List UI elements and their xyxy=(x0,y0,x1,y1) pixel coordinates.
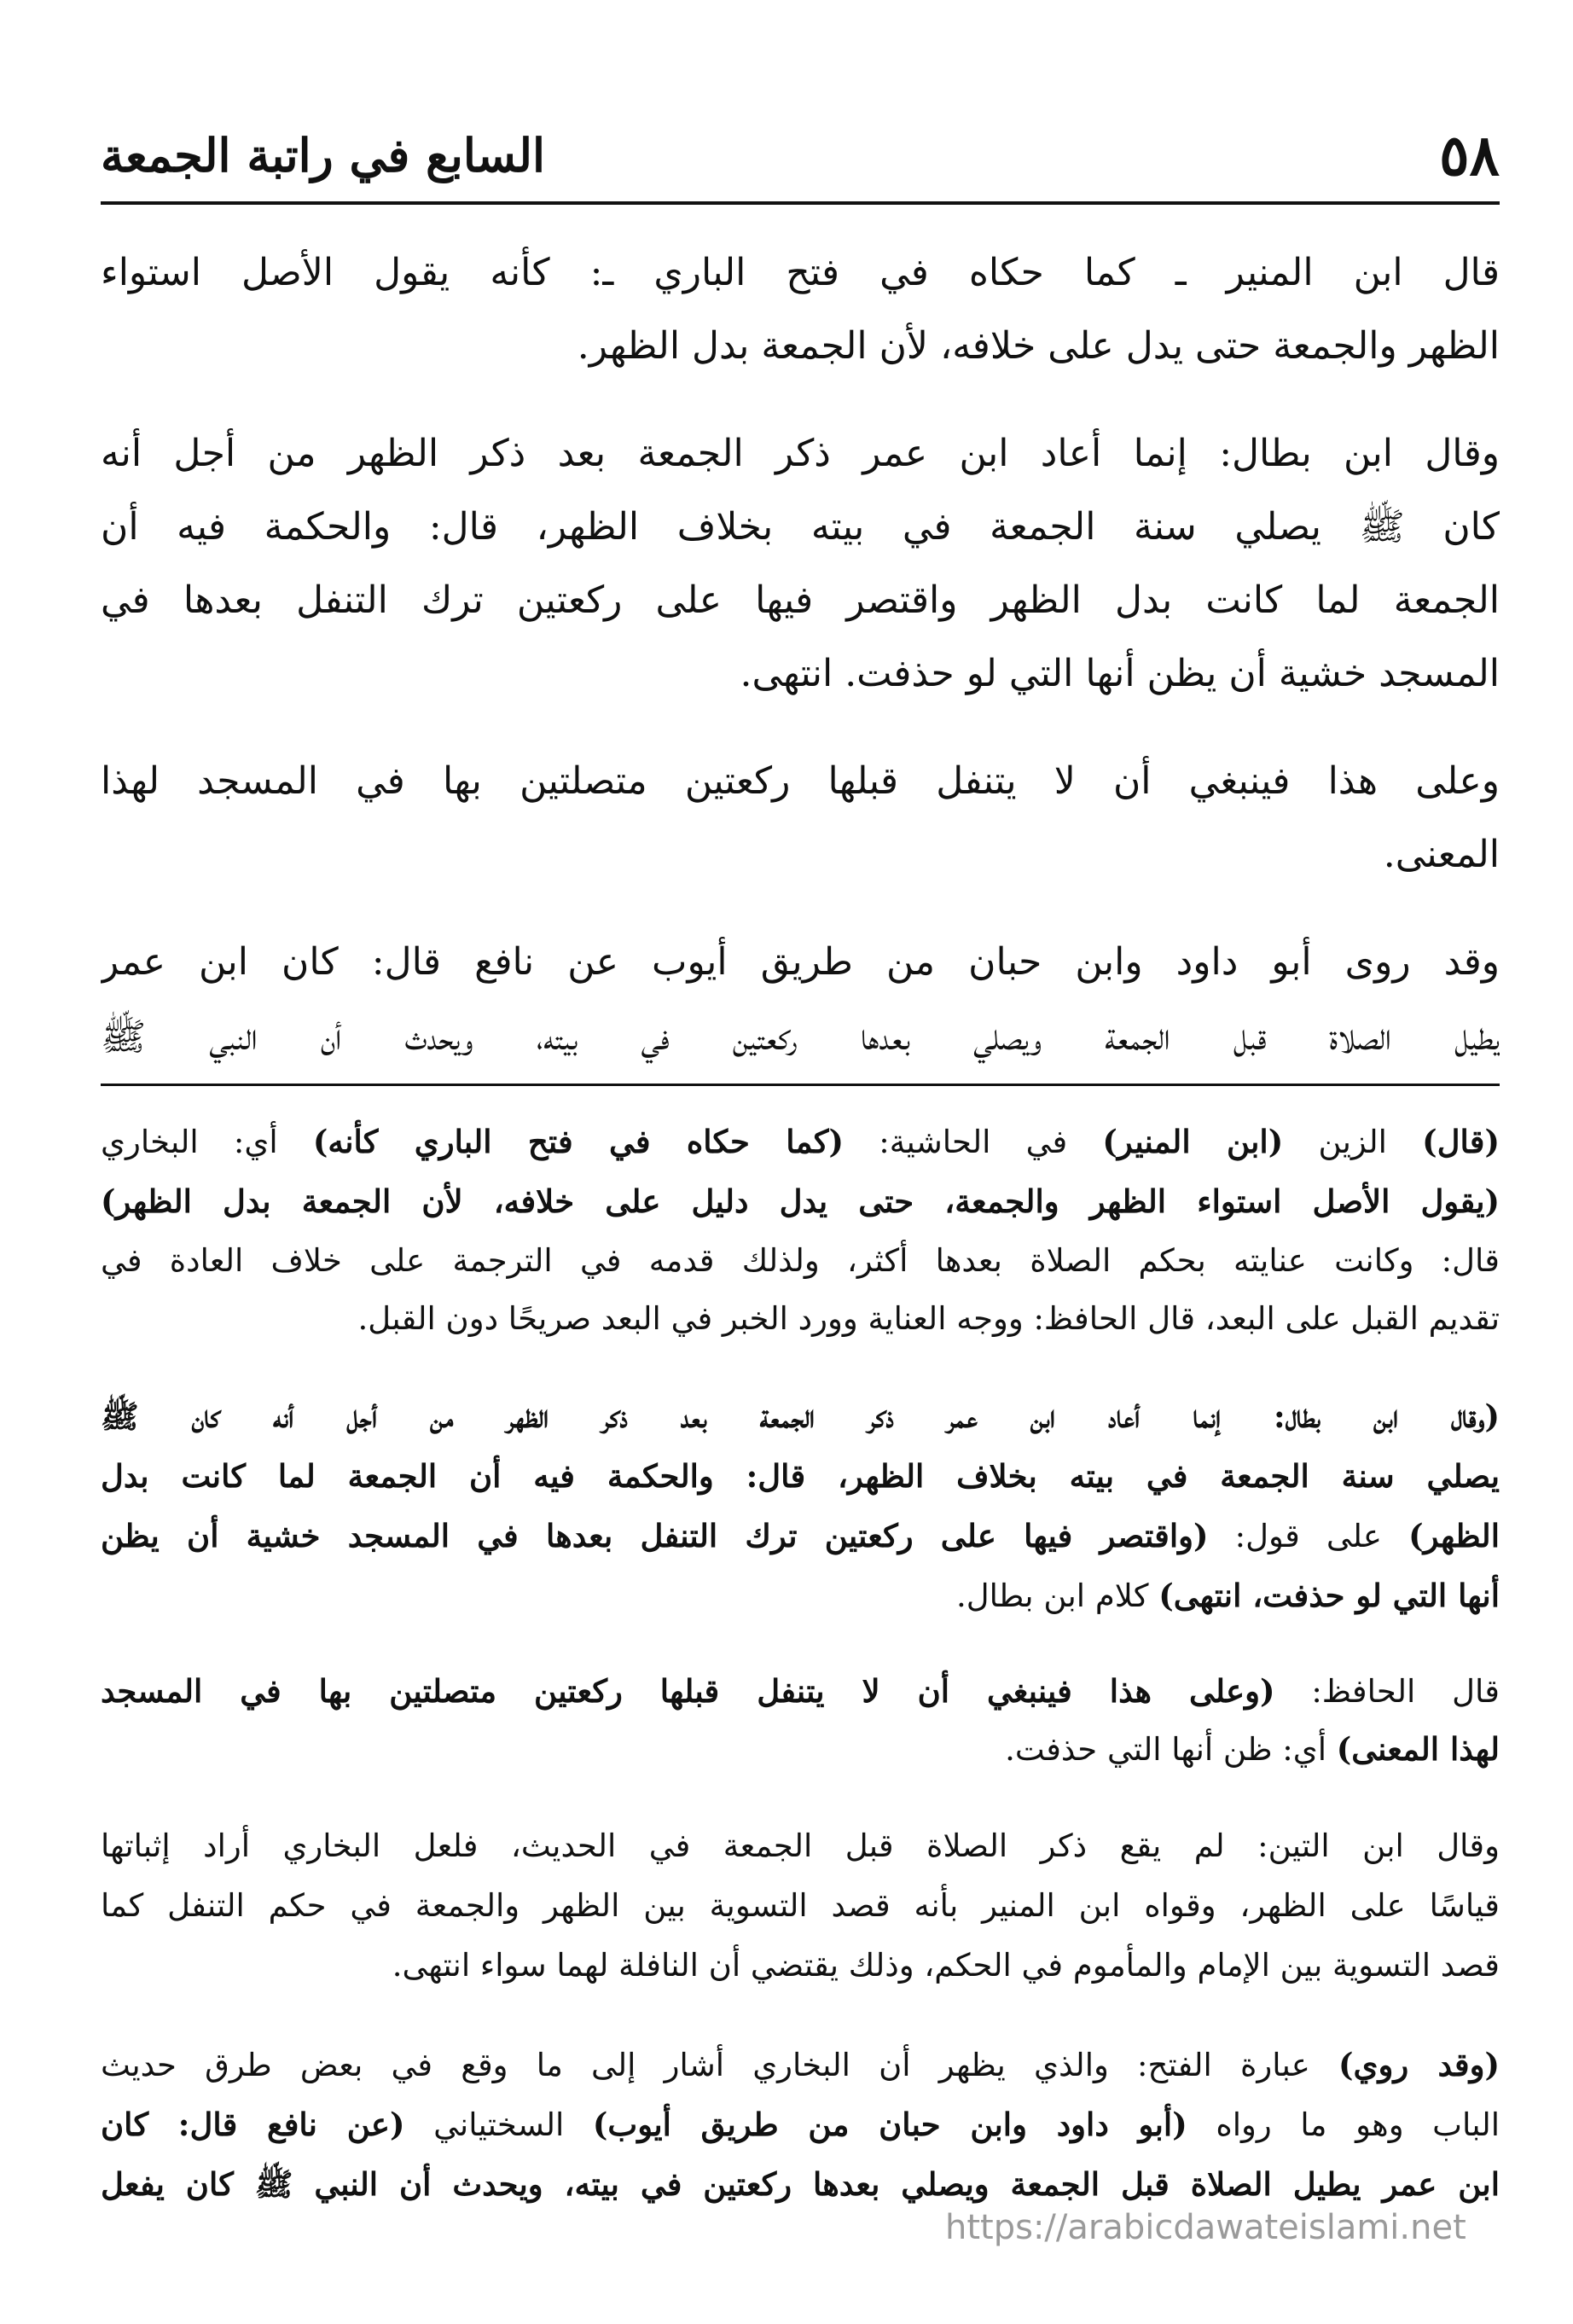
commentary-line xyxy=(101,1568,1500,1624)
main-line xyxy=(101,932,1500,996)
text-run: قياسًا على الظهر، وقواه ابن المنير بأنه قصد التسوية بين الظهر والجمعة في حكم التنفل كما xyxy=(101,1887,1500,1924)
text-run: أي: ظن أنها التي حذفت. xyxy=(1005,1731,1337,1768)
quoted-text: ابن عمر يطيل الصلاة قبل الجمعة ويصلي بعدها ركعتين في بيته، ويحدث أن النبي ﷺ كان يفعل xyxy=(101,2165,1500,2203)
main-line xyxy=(101,242,1500,307)
commentary-line xyxy=(101,1508,1500,1565)
quoted-text: (قال) xyxy=(1422,1123,1500,1160)
commentary-line xyxy=(101,2037,1500,2094)
quoted-text: (أبو داود وابن حبان من طريق أيوب) xyxy=(592,2106,1187,2143)
commentary-line xyxy=(101,1819,1500,1875)
commentary-line xyxy=(101,1722,1500,1778)
quoted-text: لهذا المعنى) xyxy=(1336,1730,1500,1768)
quoted-text: (وعلى هذا فينبغي أن لا يتنفل قبلها ركعتين متصلتين بها في المسجد xyxy=(101,1672,1275,1710)
text-run: قال الحافظ: xyxy=(1274,1673,1500,1710)
commentary-line xyxy=(101,1664,1500,1720)
text-run: قال ابن المنير ـ كما حكاه في فتح الباري ـ: كأنه يقول الأصل استواء xyxy=(101,251,1500,294)
quoted-text: أنها التي لو حذفت، انتهى) xyxy=(1158,1577,1500,1614)
header-rule xyxy=(101,201,1500,205)
commentary-line xyxy=(101,1389,1500,1445)
commentary-line xyxy=(101,1938,1500,1995)
text-run: عبارة الفتح: والذي يظهر أن البخاري أشار إلى ما وقع في بعض طرق حديث xyxy=(101,2047,1338,2083)
text-run: أي: البخاري xyxy=(101,1124,313,1160)
main-line xyxy=(101,1007,1500,1072)
quoted-text: (وقال ابن بطال: إنما أعاد ابن عمر ذكر الجمعة بعد ذكر الظهر من أجل أنه كان ﷺ xyxy=(101,1397,1500,1435)
quoted-text: (يقول الأصل استواء الظهر والجمعة، حتى يدل دليل على خلافه، لأن الجمعة بدل الظهر) xyxy=(101,1182,1500,1220)
footnote-separator xyxy=(101,1084,1500,1086)
text-run: الظهر والجمعة حتى يدل على خلافه، لأن الجمعة بدل الظهر. xyxy=(577,324,1500,368)
commentary-line xyxy=(101,2157,1500,2213)
text-run: السختياني xyxy=(404,2106,593,2143)
main-line xyxy=(101,423,1500,488)
text-run: يطيل الصلاة قبل الجمعة ويصلي بعدها ركعتين في بيته، ويحدث أن النبي ﷺ xyxy=(101,1015,1500,1059)
watermark: https://arabicdawateislami.net xyxy=(945,2208,1466,2247)
commentary-line xyxy=(101,1234,1500,1290)
commentary-line xyxy=(101,1292,1500,1348)
main-line xyxy=(101,316,1500,381)
commentary-line xyxy=(101,1879,1500,1935)
text-run: المسجد خشية أن يظن أنها التي لو حذفت. انتهى. xyxy=(740,652,1500,695)
text-run: الزين xyxy=(1283,1124,1423,1160)
text-run: وقد روى أبو داود وابن حبان من طريق أيوب عن نافع قال: كان ابن عمر xyxy=(101,940,1500,984)
main-line xyxy=(101,751,1500,816)
text-run: الجمعة لما كانت بدل الظهر واقتصر فيها على ركعتين ترك التنفل بعدها في xyxy=(101,578,1500,622)
text-run: وعلى هذا فينبغي أن لا يتنفل قبلها ركعتين متصلتين بها في المسجد لهذا xyxy=(101,759,1500,803)
text-run: وقال ابن التين: لم يقع ذكر الصلاة قبل الجمعة في الحديث، فلعل البخاري أراد إثباتها xyxy=(101,1827,1500,1864)
text-run: وقال ابن بطال: إنما أعاد ابن عمر ذكر الجمعة بعد ذكر الظهر من أجل أنه xyxy=(101,432,1500,475)
text-run: المعنى. xyxy=(1383,833,1500,876)
text-run: في الحاشية: xyxy=(844,1124,1103,1160)
text-run: على قول: xyxy=(1208,1518,1409,1554)
main-line xyxy=(101,570,1500,635)
text-run: تقديم القبل على البعد، قال الحافظ: ووجه العناية وورد الخبر في البعد صريحًا دون القبل. xyxy=(357,1300,1500,1337)
quoted-text: الظهر) xyxy=(1408,1517,1500,1554)
quoted-text: يصلي سنة الجمعة في بيته بخلاف الظهر، قال: والحكمة فيه أن الجمعة لما كانت بدل xyxy=(101,1457,1500,1495)
quoted-text: (واقتصر فيها على ركعتين ترك التنفل بعدها في المسجد خشية أن يظن xyxy=(101,1517,1209,1554)
quoted-text: (وقد روي) xyxy=(1338,2046,1500,2083)
commentary-line xyxy=(101,1174,1500,1230)
text-run: كان ﷺ يصلي سنة الجمعة في بيته بخلاف الظهر، قال: والحكمة فيه أن xyxy=(101,505,1500,549)
quoted-text: (عن نافع قال: كان xyxy=(101,2106,405,2143)
text-run: كلام ابن بطال. xyxy=(956,1577,1159,1614)
text-run: قصد التسوية بين الإمام والمأموم في الحكم، وذلك يقتضي أن النافلة لهما سواء انتهى. xyxy=(392,1947,1500,1984)
chapter-title: السابع في راتبة الجمعة xyxy=(101,128,545,183)
quoted-text: (ابن المنير) xyxy=(1102,1123,1284,1160)
main-line xyxy=(101,643,1500,708)
quoted-text: (كما حكاه في فتح الباري كأنه) xyxy=(312,1123,844,1160)
commentary-line xyxy=(101,2097,1500,2153)
page-number: ٥٨ xyxy=(1439,122,1500,189)
running-header xyxy=(101,116,1500,195)
text-run: قال: وكانت عنايته بحكم الصلاة بعدها أكثر، ولذلك قدمه في الترجمة على خلاف العادة في xyxy=(101,1242,1500,1279)
text-run: الباب وهو ما رواه xyxy=(1187,2106,1500,2143)
main-line xyxy=(101,824,1500,889)
commentary-line xyxy=(101,1449,1500,1505)
commentary-line xyxy=(101,1114,1500,1171)
main-line xyxy=(101,497,1500,561)
